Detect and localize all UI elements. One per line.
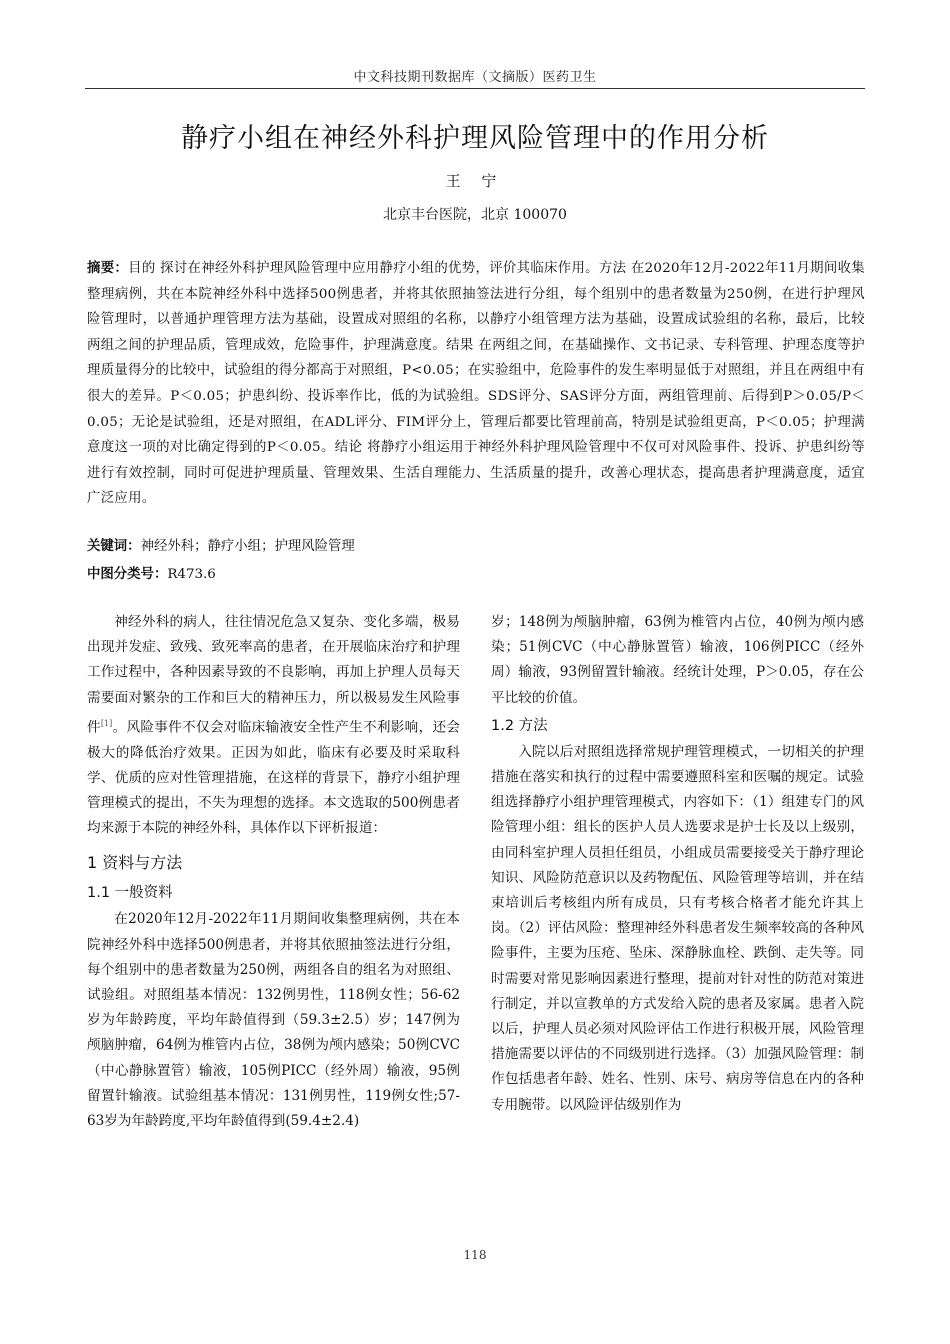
intro-text-b: 。风险事件不仅会对临床输液安全性产生不利影响，还会极大的降低治疗效果。正因为如此，临床有必要及时采取科学、优质的应对性管理措施，在这样的背景下，静疗小组护理管理模式的提出，不失为理想的选择。本文选取的500例患者均来源于本院的神经外科，具体作以下评析报道： — [87, 719, 461, 837]
keywords-label: 关键词： — [87, 539, 141, 554]
classification-text: R473.6 — [167, 567, 216, 582]
abstract — [87, 256, 865, 512]
header-rule — [85, 88, 865, 89]
paper-title: 静疗小组在神经外科护理风险管理中的作用分析 — [181, 123, 769, 154]
general-info-continued: 岁；148例为颅脑肿瘤，63例为椎管内占位，40例为颅内感染；51例CVC（中心静脉置管）输液，106例PICC（经外周）输液，93例留置针输液。经统计处理，P＞0.05，存在公平比较的价值。 — [491, 614, 864, 706]
classification-label: 中图分类号： — [87, 567, 168, 582]
subsection-heading-1-2: 1.2 方法 — [491, 717, 548, 734]
author: 王 宁 — [445, 172, 505, 190]
method-paragraph: 入院以后对照组选择常规护理管理模式，一切相关的护理措施在落实和执行的过程中需要遵照科室和医嘱的规定。试验组选择静疗小组护理管理模式，内容如下：（1）组建专门的风险管理小组：组长的医护人员人选要求是护士长及以上级别，由同科室护理人员担任组员，小组成员需要接受关于静疗理论知识、风险防范意识以及药物配伍、风险管理等培训，并在结束培训后考核组内所有成员，只有考核合格者才能允许其上岗。（2）评估风险：整理神经外科患者发生频率较高的各种风险事件，主要为压疮、坠床、深静脉血栓、跌倒、走失等。同时需要对常见影响因素进行整理，提前对针对性的防范对策进行制定，并以宣教单的方式发给入院的患者及家属。患者入院以后，护理人员必须对风险评估工作进行积极开展，风险管理措施需要以评估的不同级别进行选择。（3）加强风险管理：制作包括患者年龄、姓名、性别、床号、病房等信息在内的各种专用腕带。以风险评估级别作为 — [491, 743, 864, 1113]
page-number: 118 — [463, 1248, 487, 1262]
abstract-text: 目的 探讨在神经外科护理风险管理中应用静疗小组的优势，评价其临床作用。方法 在2020年12月-2022年11月期间收集整理病例，共在本院神经外科中选择500例患者，并将其依照抽签法进行分组，每个组别中的患者数量为250例，在进行护理风险管理时，以普通护理管理方法为基础，设置成对照组的名称，以静疗小组管理方法为基础，设置成试验组的名称，最后，比较两组之间的护理品质，管理成效，危险事件，护理满意度。结果 在两组之间，在基础操作、文书记录、专科管理、护理态度等护理质量得分的比较中，试验组的得分都高于对照组，P<0.05；在实验组中，危险事件的发生率明显低于对照组，并且在两组中有很大的差异。P＜0.05；护患纠纷、投诉率作比，低的为试验组。SDS评分、SAS评分方面，两组管理前、后得到P＞0.05/P＜0.05；无论是试验组，还是对照组，在ADL评分、FIM评分上，管理后都要比管理前高，特别是试验组更高，P＜0.05；护理满意度这一项的对比确定得到的P＜0.05。结论 将静疗小组运用于神经外科护理风险管理中不仅可对风险事件、投诉、护患纠纷等进行有效控制，同时可促进护理质量、管理效果、生活自理能力、生活质量的提升，改善心理状态，提高患者护理满意度，适宜广泛应用。 — [87, 261, 865, 507]
keywords-text: 神经外科；静疗小组；护理风险管理 — [140, 539, 355, 554]
subsection-heading-1-1: 1.1 一般资料 — [87, 885, 173, 902]
intro-text-a: 神经外科的病人，往往情况危急又复杂、变化多端，极易出现并发症、致残、致死率高的患者，在开展临床治疗和护理工作过程中，各种因素导致的不良影响，再加上护理人员每天需要面对繁杂的工作和巨大的精神压力，所以极易发生风险事件 — [87, 614, 460, 736]
keywords — [87, 535, 865, 554]
classification — [87, 563, 865, 582]
intro-paragraph — [87, 610, 460, 841]
abstract-label: 摘要： — [87, 261, 129, 276]
left-column — [87, 610, 460, 1134]
right-column — [491, 610, 864, 1118]
citation-ref: [1] — [100, 718, 113, 728]
general-info-paragraph: 在2020年12月-2022年11月期间收集整理病例，共在本院神经外科中选择500例患者，并将其依照抽签法进行分组，每个组别中的患者数量为250例，两组各自的组名为对照组、试验组。对照组基本情况：132例男性，118例女性；56-62岁为年龄跨度，平均年龄值得到（59.3±2.5）岁；147例为颅脑肿瘤，64例为椎管内占位，38例为颅内感染；50例CVC（中心静脉置管）输液，105例PICC（经外周）输液，95例留置针输液。试验组基本情况：131例男性，119例女性;57-63岁为年龄跨度,平均年龄值得到(59.4±2.4) — [87, 911, 460, 1129]
journal-header: 中文科技期刊数据库（文摘版）医药卫生 — [353, 70, 597, 85]
affiliation: 北京丰台医院，北京 100070 — [383, 207, 567, 223]
section-heading-1: 1 资料与方法 — [87, 853, 183, 873]
